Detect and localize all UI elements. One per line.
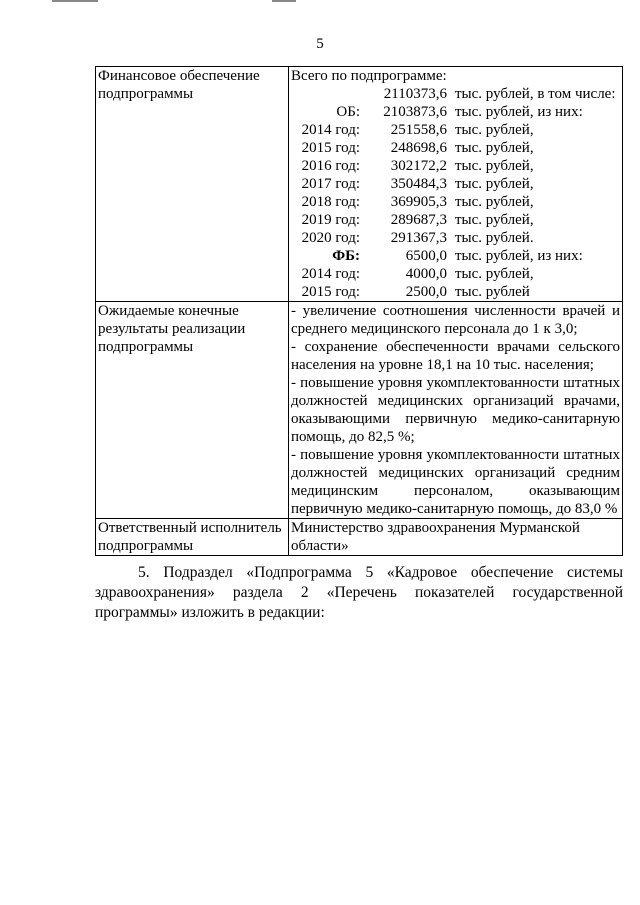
- funding-line: [291, 85, 620, 103]
- funding-lines: [291, 85, 620, 301]
- result-item: - повышение уровня укомплектованности штатных должностей медицинских организаций врачами, оказывающими первичную медико-санитарную помощь, до 82,5 %;: [291, 375, 620, 445]
- funding-line: [291, 139, 620, 157]
- funding-line: [291, 157, 620, 175]
- funding-line-value: 248698,6: [390, 140, 447, 156]
- executor-row: [96, 519, 623, 556]
- results-list: [289, 302, 623, 519]
- funding-line-value: 2103873,6: [383, 104, 447, 120]
- funding-line: [291, 211, 620, 229]
- funding-line-label: 2014 год:: [301, 266, 360, 282]
- funding-line-label: 2015 год:: [301, 284, 360, 300]
- results-label: Ожидаемые конечные результаты реализации подпрограммы: [96, 302, 289, 519]
- funding-line: [291, 229, 620, 247]
- funding-line-unit: тыс. рублей,: [455, 158, 534, 174]
- executor-value: Министерство здравоохранения Мурманской области»: [289, 519, 623, 556]
- funding-line-value: 302172,2: [390, 158, 447, 174]
- funding-line-unit: тыс. рублей: [455, 284, 530, 300]
- funding-line-value: 4000,0: [405, 266, 447, 282]
- executor-label: Ответственный исполнитель подпрограммы: [96, 519, 289, 556]
- funding-line-unit: тыс. рублей,: [455, 176, 534, 192]
- funding-line-unit: тыс. рублей,: [455, 194, 534, 210]
- funding-line: [291, 265, 620, 283]
- funding-line-value: 291367,3: [390, 230, 447, 246]
- funding-line-label: 2015 год:: [301, 140, 360, 156]
- result-item: - повышение уровня укомплектованности штатных должностей медицинских организаций средним медицинским персоналом, оказывающим первичную медико-санитарную помощь, до 83,0 %: [291, 447, 620, 517]
- subprogram-passport-table: [95, 66, 623, 556]
- funding-line-label: [291, 85, 360, 103]
- funding-line-label: 2019 год:: [301, 212, 360, 228]
- funding-line: [291, 121, 620, 139]
- funding-line-unit: тыс. рублей.: [455, 230, 534, 246]
- funding-line-label: 2020 год:: [301, 230, 360, 246]
- scan-mark-right: [272, 0, 296, 2]
- funding-line-value: 369905,3: [390, 194, 447, 210]
- funding-line-unit: тыс. рублей,: [455, 212, 534, 228]
- funding-line-value: 251558,6: [390, 122, 447, 138]
- funding-line: [291, 103, 620, 121]
- funding-details: [289, 67, 623, 302]
- funding-line-value: 289687,3: [390, 212, 447, 228]
- funding-row: [96, 67, 623, 302]
- funding-line-value: 6500,0: [405, 248, 447, 264]
- results-row: [96, 302, 623, 519]
- funding-line-value: 2500,0: [405, 284, 447, 300]
- funding-line-label: 2016 год:: [301, 158, 360, 174]
- page-number: 5: [316, 36, 324, 52]
- funding-line-unit: тыс. рублей,: [455, 266, 534, 282]
- funding-line-label: 2017 год:: [301, 176, 360, 192]
- funding-line-label: ФБ:: [332, 248, 360, 264]
- result-item: - увеличение соотношения численности врачей и среднего медицинского персонала до 1 к 3,0;: [291, 303, 620, 337]
- funding-line-unit: тыс. рублей, из них:: [455, 248, 583, 264]
- body-paragraph: 5. Подраздел «Подпрограмма 5 «Кадровое обеспечение системы здравоохранения» раздела 2 «Перечень показателей государственной программы» изложить в редакции:: [95, 564, 623, 621]
- result-item: - сохранение обеспеченности врачами сельского населения на уровне 18,1 на 10 тыс. населения;: [291, 339, 620, 373]
- funding-line-value: 2110373,6: [383, 86, 447, 102]
- funding-line: [291, 175, 620, 193]
- funding-line-value: 350484,3: [390, 176, 447, 192]
- funding-line-label: ОБ:: [336, 104, 360, 120]
- funding-line-label: 2014 год:: [301, 122, 360, 138]
- funding-line: [291, 283, 620, 301]
- funding-line: [291, 247, 620, 265]
- funding-line: [291, 193, 620, 211]
- funding-line-label: 2018 год:: [301, 194, 360, 210]
- funding-line-unit: тыс. рублей, из них:: [455, 104, 583, 120]
- funding-line-unit: тыс. рублей,: [455, 140, 534, 156]
- funding-line-unit: тыс. рублей, в том числе:: [455, 86, 616, 102]
- funding-label: Финансовое обеспечение подпрограммы: [96, 67, 289, 302]
- scan-mark-left: [52, 0, 98, 2]
- funding-intro: Всего по подпрограмме:: [291, 68, 447, 84]
- funding-line-unit: тыс. рублей,: [455, 122, 534, 138]
